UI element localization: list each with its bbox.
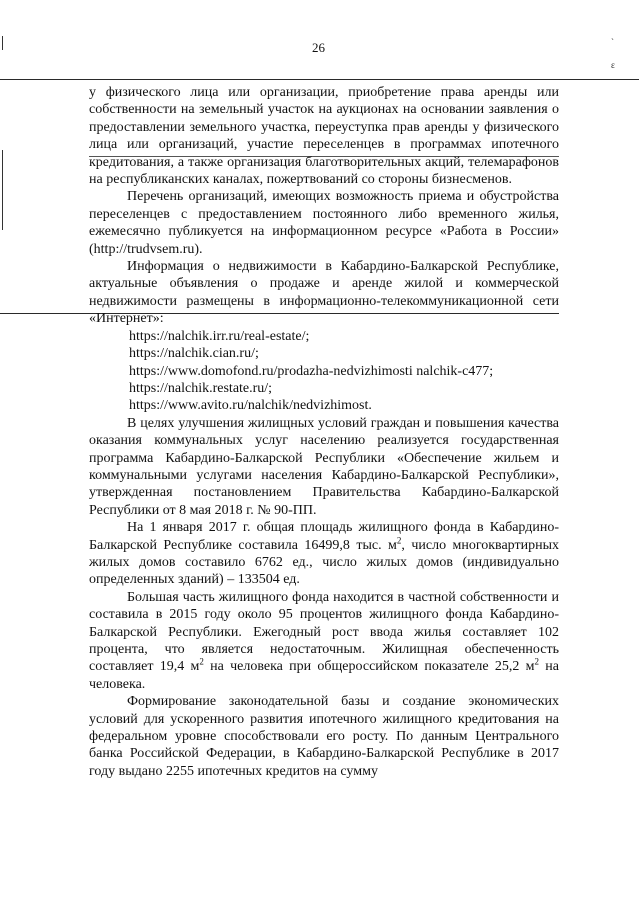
text-run: на человека.	[89, 659, 559, 692]
paragraph: Формирование законодательной базы и создание экономических условий для ускоренного развития ипотечного жилищного кредитования на федеральном уровне способствовали его росту. По данным Центрального банка Российской Федерации, в Кабардино-Балкарской Республике в 2017 году выдано 2255 ипотечных кредитов на сумму	[89, 694, 559, 779]
scan-margin-mark	[2, 36, 3, 50]
document-body	[89, 84, 559, 780]
superscript: 2	[199, 656, 204, 667]
paragraph	[89, 519, 559, 589]
scan-rule-line	[0, 79, 639, 80]
text-run: , число многоквартирных жилых домов составило 6762 ед., число жилых домов (индивидуально определенных зданий) – 133504 ед.	[89, 537, 560, 588]
paragraph: у физического лица или организации, приобретение права аренды или собственности на земельный участок на аукционах на основании заявления о предоставлении земельного участка, переуступка прав аренды у физического лица или организаций, участие переселенцев в программах ипотечного кредитования, а также организация благотворительных акций, телемарафонов на республиканских каналах, пожертвований со стороны бизнесменов.	[89, 85, 559, 188]
paragraph: Информация о недвижимости в Кабардино-Балкарской Республике, актуальные объявления о продаже и аренде жилой и коммерческой недвижимости размещены в информационно-телекоммуникационной сети «Интернет»:	[89, 259, 559, 327]
text-run: на человека при общероссийском показателе 25,2 м	[203, 659, 535, 675]
text-run: Большая часть жилищного фонда находится в частной собственности и составила в 2015 году около 95 процентов жилищного фонда Кабардино-Балкарской Республики. Ежегодный рост ввода жилья составляет 102 процента, что является недостаточным. Жилищная обеспеченность составляет 19,4 м	[89, 589, 559, 675]
scan-speck: ɛ	[611, 60, 615, 70]
paragraph: Перечень организаций, имеющих возможность приема и обустройства переселенцев с предоставлением постоянного либо временного жилья, ежемесячно публикуется на информационном ресурсе «Работа в России» (http://trudvsem.ru).	[89, 189, 559, 257]
scan-margin-mark	[2, 150, 3, 230]
superscript: 2	[534, 656, 540, 667]
url-link[interactable]: https://nalchik.cian.ru/;	[129, 346, 259, 362]
scan-speck: ˎ	[611, 30, 614, 40]
page-number: 26	[312, 40, 325, 55]
url-link[interactable]: https://www.avito.ru/nalchik/nedvizhimost.	[129, 398, 372, 414]
superscript: 2	[396, 534, 402, 545]
text-run: На 1 января 2017 г. общая площадь жилищного фонда в Кабардино-Балкарской Республике составила 16499,8 тыс. м	[89, 520, 559, 553]
url-link[interactable]: https://nalchik.restate.ru/;	[129, 380, 273, 396]
url-link[interactable]: https://nalchik.irr.ru/real-estate/;	[129, 328, 310, 344]
paragraph	[89, 589, 559, 693]
url-link[interactable]: https://www.domofond.ru/prodazha-nedvizhimosti nalchik-c477;	[129, 363, 494, 379]
paragraph: В целях улучшения жилищных условий граждан и повышения качества оказания коммунальных услуг населению реализуется государственная программа Кабардино-Балкарской Республики «Обеспечение жильем и коммунальными услугами населения Кабардино-Балкарской Республики», утвержденная постановлением Правительства Кабардино-Балкарской Республики от 8 мая 2018 г. № 90-ПП.	[89, 415, 559, 518]
